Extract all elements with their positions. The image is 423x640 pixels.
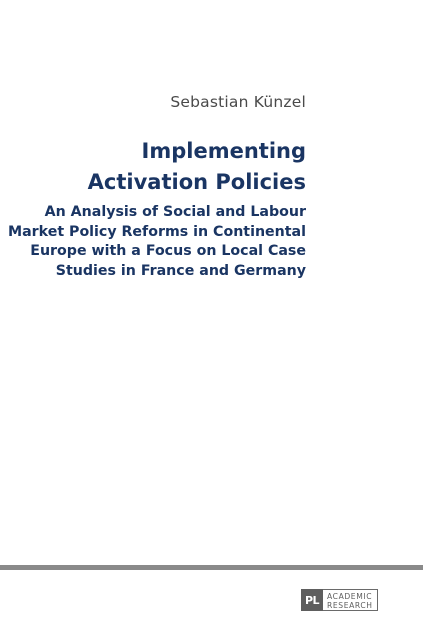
author-name: Sebastian Künzel [170, 93, 306, 111]
title-line: Implementing [141, 139, 306, 163]
publisher-line: ACADEMIC [327, 591, 373, 601]
book-subtitle [8, 203, 306, 281]
title-line: Activation Policies [87, 170, 306, 194]
book-title [88, 136, 306, 198]
publisher-wordmark [323, 589, 378, 611]
subtitle-line: Studies in France and Germany [55, 262, 306, 279]
publisher-mark: PL [301, 589, 323, 611]
publisher-logo [301, 589, 378, 611]
divider-band [0, 565, 423, 570]
publisher-line: RESEARCH [327, 600, 373, 610]
subtitle-line: Europe with a Focus on Local Case [30, 243, 306, 259]
subtitle-line: Market Policy Reforms in Continental [7, 223, 306, 240]
subtitle-line: An Analysis of Social and Labour [44, 204, 306, 220]
